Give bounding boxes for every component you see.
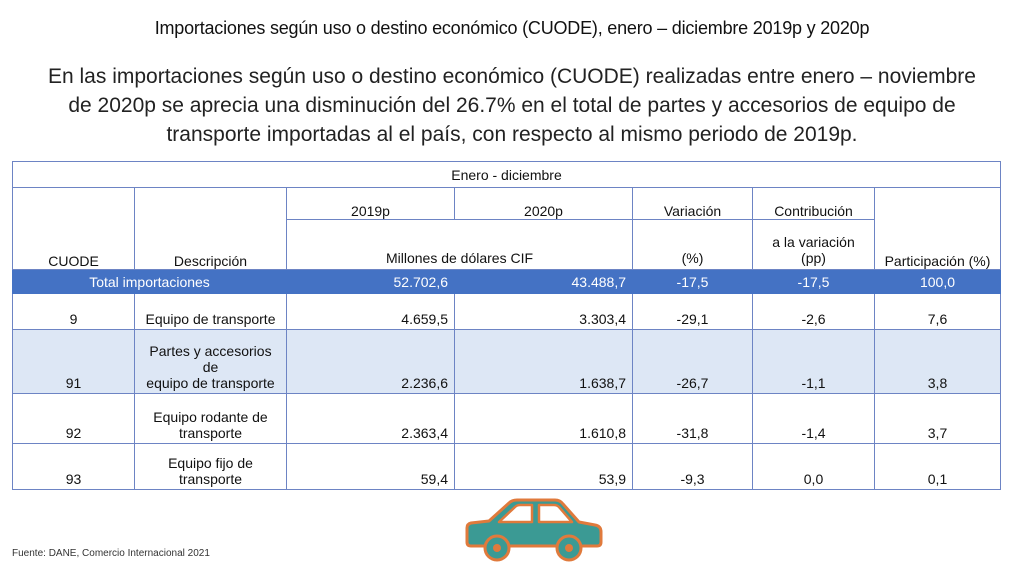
row-variation: -31,8: [633, 394, 753, 444]
total-label: Total importaciones: [13, 270, 287, 294]
total-2019: 52.702,6: [287, 270, 455, 294]
row-description-line1: Equipo rodante de: [153, 409, 268, 425]
row-participation: 7,6: [875, 294, 1001, 330]
table-row: [13, 394, 1001, 444]
header-units: Millones de dólares CIF: [287, 220, 633, 270]
row-description-line1: Partes y accesorios de: [149, 343, 272, 375]
row-description-line2: transporte: [178, 471, 243, 487]
total-2020: 43.488,7: [455, 270, 633, 294]
header-contribution-sub-line2: (pp): [801, 250, 826, 266]
row-contribution: -1,4: [753, 394, 875, 444]
row-2019: 2.236,6: [287, 330, 455, 394]
header-contribution-sub: [753, 220, 875, 270]
total-contribution: -17,5: [753, 270, 875, 294]
total-row: [13, 270, 1001, 294]
car-icon: [457, 494, 607, 568]
row-participation: 0,1: [875, 444, 1001, 490]
header-contribution-sub-line1: a la variación: [772, 234, 855, 250]
period-header: Enero - diciembre: [13, 162, 1001, 188]
row-2019: 59,4: [287, 444, 455, 490]
intro-paragraph: En las importaciones según uso o destino económico (CUODE) realizadas entre enero – noviembre de 2020p se aprecia una disminución del 26.7% en el total de partes y accesorios de equipo de transporte importadas al el país, con respecto al mismo periodo de 2019p.: [48, 65, 976, 146]
row-description-line2: transporte: [178, 425, 243, 441]
row-variation: -29,1: [633, 294, 753, 330]
header-variation-unit: (%): [633, 220, 753, 270]
row-participation: 3,7: [875, 394, 1001, 444]
row-code: 9: [13, 294, 135, 330]
page-title: Importaciones según uso o destino económico (CUODE), enero – diciembre 2019p y 2020p: [154, 18, 870, 38]
row-contribution: 0,0: [753, 444, 875, 490]
row-variation: -26,7: [633, 330, 753, 394]
row-description: Equipo de transporte: [135, 294, 287, 330]
header-2019: 2019p: [287, 188, 455, 220]
row-contribution: -1,1: [753, 330, 875, 394]
header-2020: 2020p: [455, 188, 633, 220]
total-participation: 100,0: [875, 270, 1001, 294]
row-code: 92: [13, 394, 135, 444]
header-row-1: [13, 188, 1001, 220]
row-code: 93: [13, 444, 135, 490]
row-contribution: -2,6: [753, 294, 875, 330]
row-code: 91: [13, 330, 135, 394]
header-participation: Participación (%): [875, 188, 1001, 270]
row-participation: 3,8: [875, 330, 1001, 394]
header-description: Descripción: [135, 188, 287, 270]
row-description: [135, 394, 287, 444]
row-variation: -9,3: [633, 444, 753, 490]
table-row: [13, 330, 1001, 394]
header-contribution: Contribución: [753, 188, 875, 220]
table-row: [13, 294, 1001, 330]
period-header-row: [13, 162, 1001, 188]
header-cuode: CUODE: [13, 188, 135, 270]
row-2020: 1.610,8: [455, 394, 633, 444]
row-description-line1: Equipo fijo de: [168, 455, 253, 471]
table-row: [13, 444, 1001, 490]
row-2020: 53,9: [455, 444, 633, 490]
row-2020: 3.303,4: [455, 294, 633, 330]
row-description: [135, 444, 287, 490]
row-2019: 2.363,4: [287, 394, 455, 444]
row-description: [135, 330, 287, 394]
header-variation: Variación: [633, 188, 753, 220]
row-2019: 4.659,5: [287, 294, 455, 330]
total-variation: -17,5: [633, 270, 753, 294]
row-description-line2: equipo de transporte: [146, 375, 275, 391]
imports-table: [12, 161, 1001, 490]
source-note: Fuente: DANE, Comercio Internacional 2021: [12, 548, 210, 559]
row-2020: 1.638,7: [455, 330, 633, 394]
